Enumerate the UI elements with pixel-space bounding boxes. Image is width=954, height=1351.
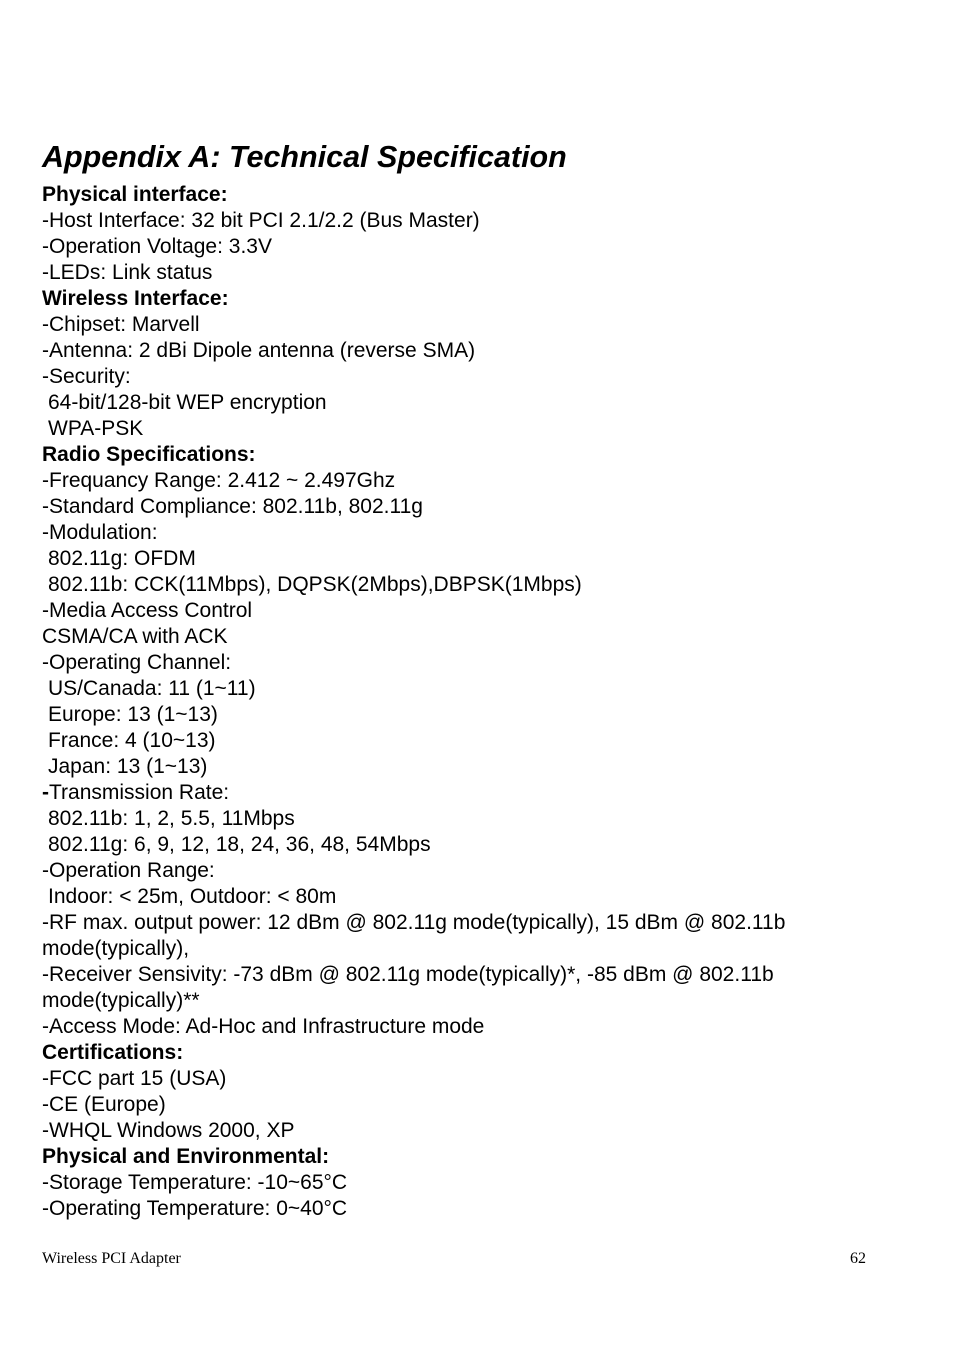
section-heading-physical-interface: Physical interface: — [42, 183, 228, 206]
spec-antenna: -Antenna: 2 dBi Dipole antenna (reverse SMA) — [42, 339, 476, 362]
spec-access-mode: -Access Mode: Ad-Hoc and Infrastructure mode — [42, 1015, 485, 1038]
footer-page-number: 62 — [850, 1250, 866, 1267]
spec-channel-us-canada: US/Canada: 11 (1~11) — [48, 677, 256, 700]
spec-security-wpa: WPA-PSK — [48, 417, 144, 440]
spec-cert-whql: -WHQL Windows 2000, XP — [42, 1119, 295, 1142]
section-heading-certifications: Certifications: — [42, 1041, 184, 1064]
spec-rate-g: 802.11g: 6, 9, 12, 18, 24, 36, 48, 54Mbps — [48, 833, 431, 856]
section-heading-wireless-interface: Wireless Interface: — [42, 287, 229, 310]
spec-channel-europe: Europe: 13 (1~13) — [48, 703, 218, 726]
spec-operation-voltage: -Operation Voltage: 3.3V — [42, 235, 272, 258]
spec-chipset: -Chipset: Marvell — [42, 313, 200, 336]
spec-operating-channel: -Operating Channel: — [42, 651, 232, 674]
spec-cert-fcc: -FCC part 15 (USA) — [42, 1067, 227, 1090]
spec-storage-temperature: -Storage Temperature: -10~65°C — [42, 1171, 348, 1194]
spec-channel-france: France: 4 (10~13) — [48, 729, 216, 752]
spec-host-interface: -Host Interface: 32 bit PCI 2.1/2.2 (Bus Master) — [42, 209, 480, 232]
spec-media-access-control: -Media Access Control — [42, 599, 253, 622]
spec-rf-output-power: -RF max. output power: 12 dBm @ 802.11g mode(typically), 15 dBm @ 802.11b — [42, 911, 786, 934]
footer-document-name: Wireless PCI Adapter — [42, 1250, 181, 1267]
section-heading-radio-specifications: Radio Specifications: — [42, 443, 256, 466]
spec-frequency-range: -Frequancy Range: 2.412 ~ 2.497Ghz — [42, 469, 396, 492]
spec-modulation: -Modulation: — [42, 521, 158, 544]
transmission-rate-dash: - — [42, 781, 49, 804]
spec-range-values: Indoor: < 25m, Outdoor: < 80m — [48, 885, 337, 908]
spec-rf-output-power-cont: mode(typically), — [42, 937, 190, 960]
spec-receiver-sensitivity-cont: mode(typically)** — [42, 989, 200, 1012]
spec-security: -Security: — [42, 365, 131, 388]
page-title: Appendix A: Technical Specification — [42, 140, 567, 174]
spec-operating-temperature: -Operating Temperature: 0~40°C — [42, 1197, 348, 1220]
spec-transmission-rate — [42, 780, 902, 806]
section-heading-physical-environmental: Physical and Environmental: — [42, 1145, 330, 1168]
spec-modulation-b: 802.11b: CCK(11Mbps), DQPSK(2Mbps),DBPSK(1Mbps) — [48, 573, 582, 596]
transmission-rate-label: Transmission Rate: — [49, 781, 230, 804]
spec-leds: -LEDs: Link status — [42, 261, 213, 284]
spec-cert-ce: -CE (Europe) — [42, 1093, 166, 1116]
spec-body — [42, 182, 902, 1222]
spec-rate-b: 802.11b: 1, 2, 5.5, 11Mbps — [48, 807, 295, 830]
spec-standard-compliance: -Standard Compliance: 802.11b, 802.11g — [42, 495, 423, 518]
spec-operation-range: -Operation Range: — [42, 859, 215, 882]
spec-modulation-g: 802.11g: OFDM — [48, 547, 196, 570]
spec-security-wep: 64-bit/128-bit WEP encryption — [48, 391, 327, 414]
spec-receiver-sensitivity: -Receiver Sensivity: -73 dBm @ 802.11g mode(typically)*, -85 dBm @ 802.11b — [42, 963, 774, 986]
spec-channel-japan: Japan: 13 (1~13) — [48, 755, 208, 778]
spec-csma-ca: CSMA/CA with ACK — [42, 625, 228, 648]
